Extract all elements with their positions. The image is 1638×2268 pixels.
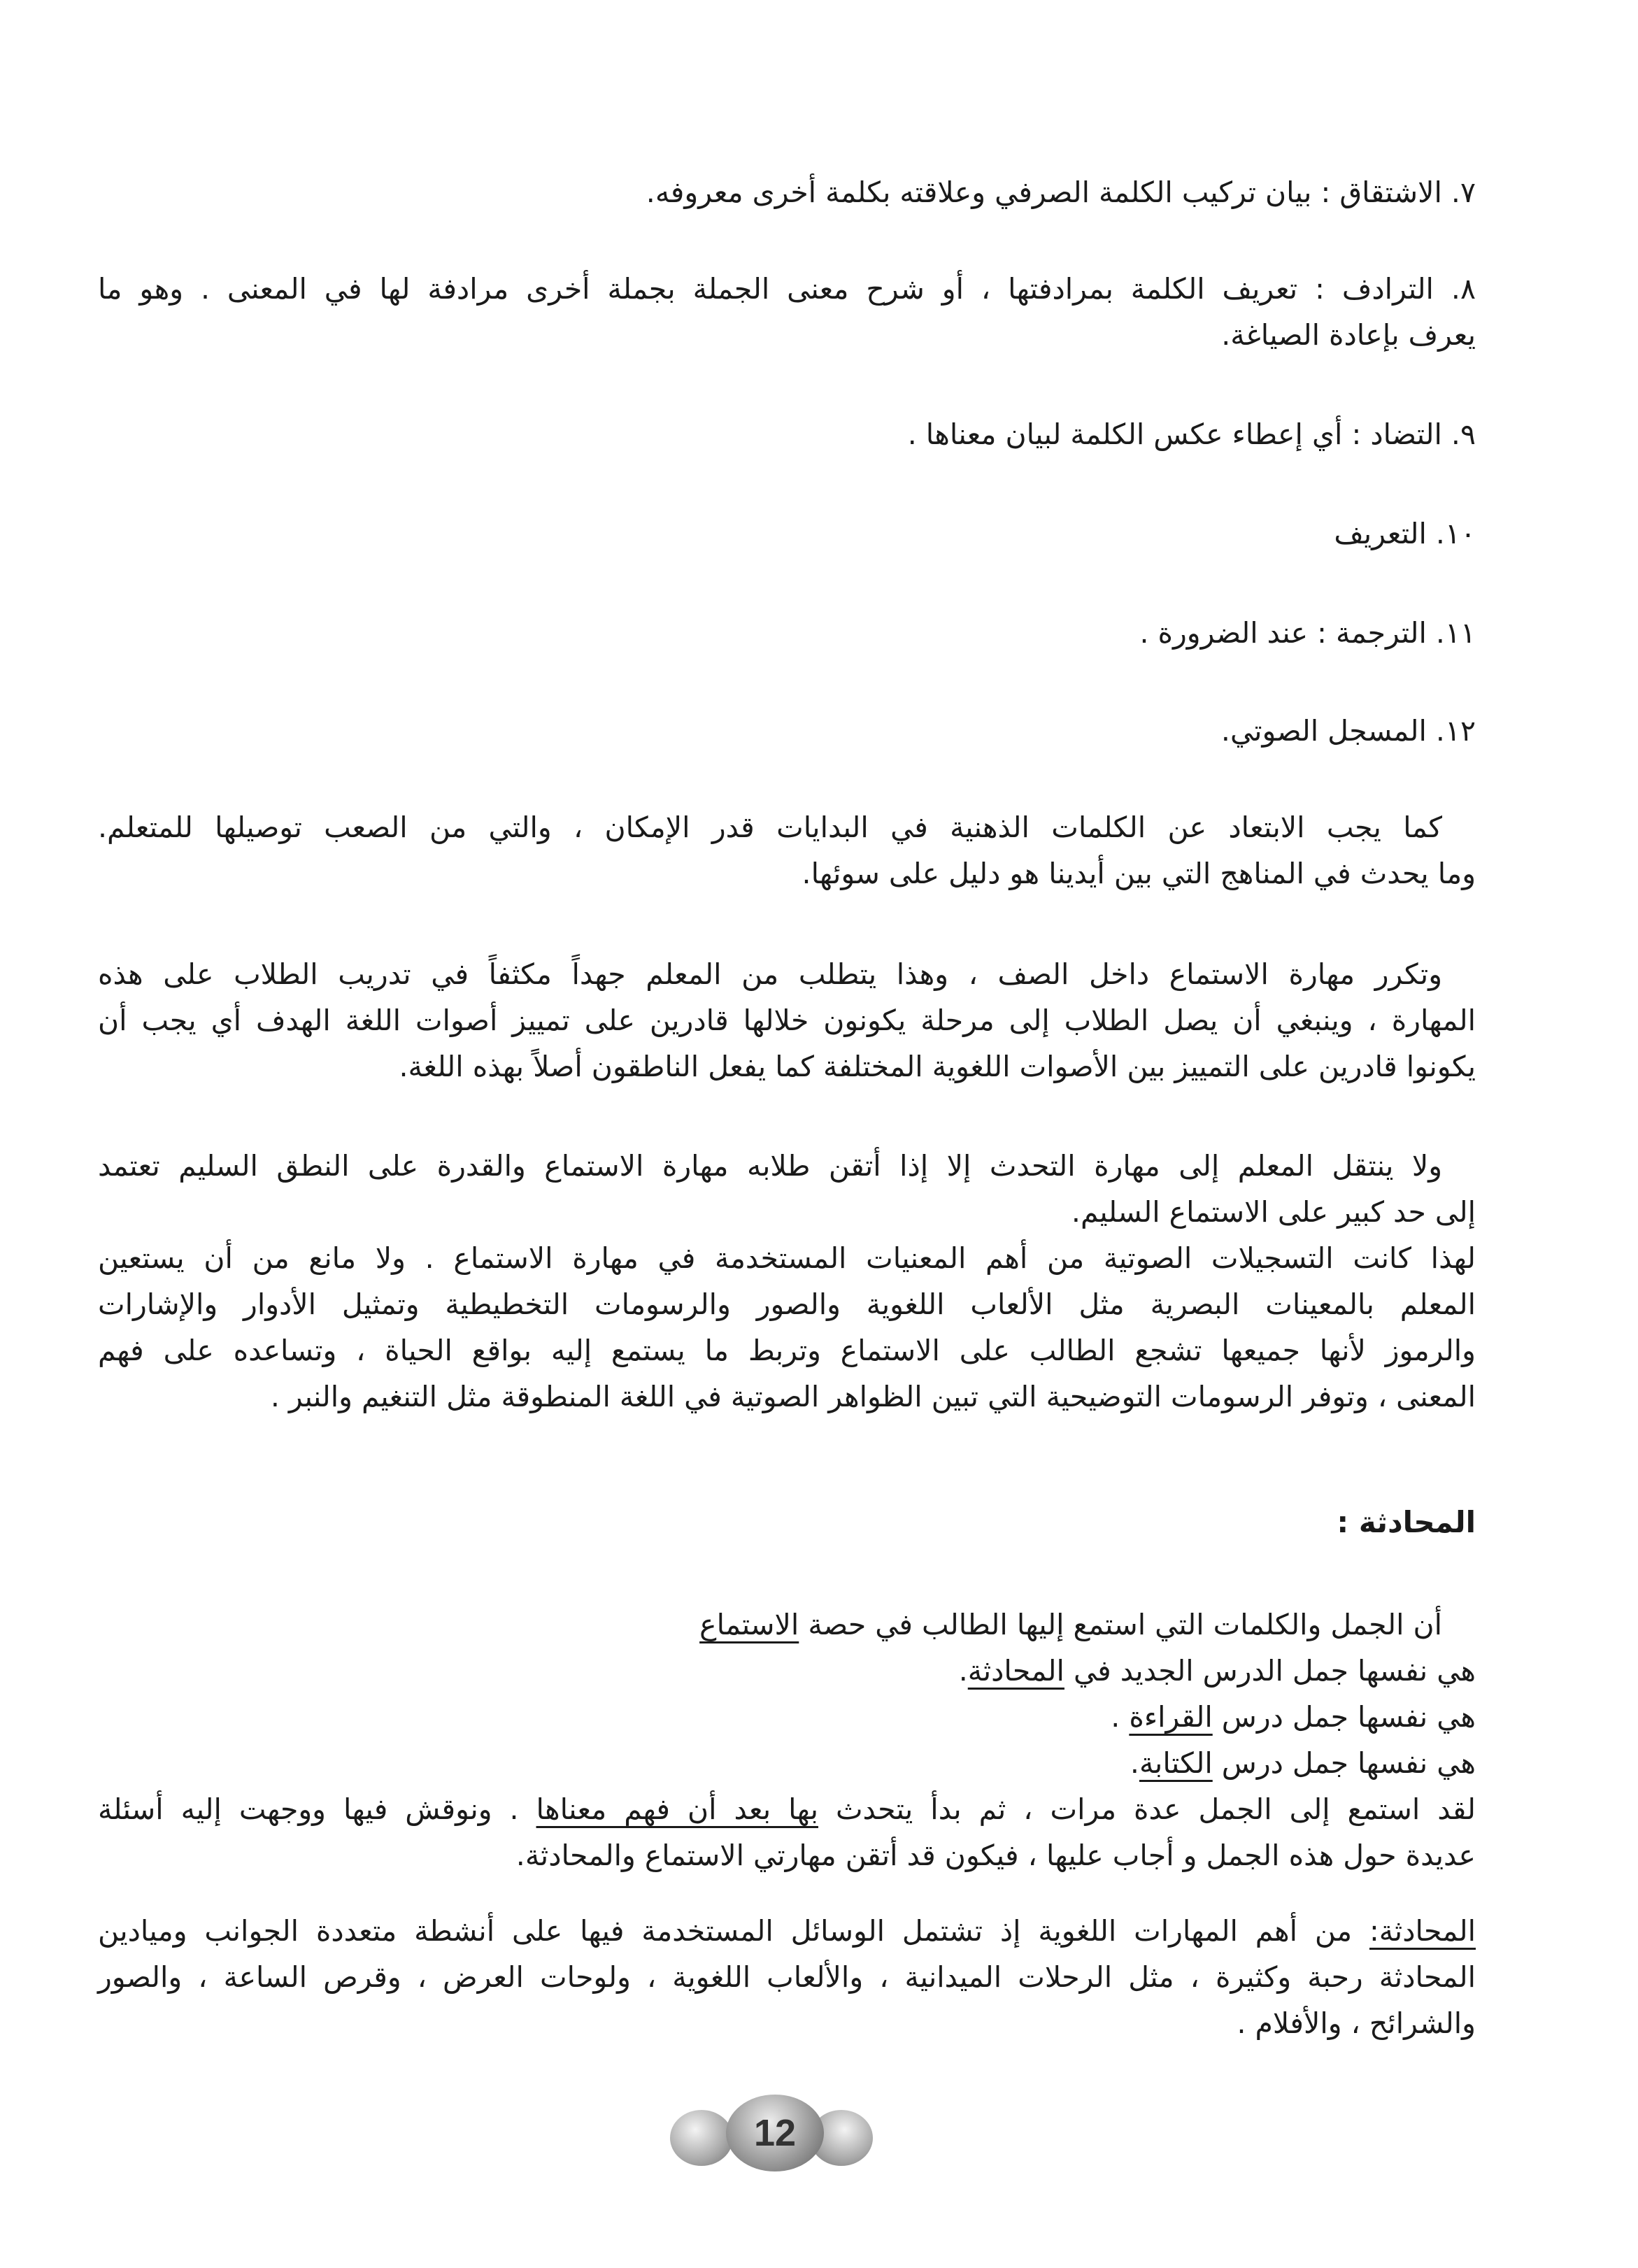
page-number-badge	[670, 2095, 880, 2171]
list-item: ٩. التضاد : أي إعطاء عكس الكلمة لبيان معناها .	[907, 418, 1476, 451]
list-item: ١٠. التعريف	[1334, 517, 1476, 550]
paragraph: وتكرر مهارة الاستماع داخل الصف ، وهذا يتطلب من المعلم جهداً مكثفاً في تدريب الطلاب على هذه المهارة ، وينبغي أن يصل الطلاب إلى مرحلة يكونون خلالها قادرين على تمييز أصوات اللغة الهدف أي يجب أن يكونوا قادرين على التمييز بين الأصوات اللغوية المختلفة كما يفعل الناطقون أصلاً بهذه اللغة.	[98, 957, 1476, 1083]
paragraph: كما يجب الابتعاد عن الكلمات الذهنية في البدايات قدر الإمكان ، والتي من الصعب توصيلها للمتعلم. وما يحدث في المناهج التي بين أيدينا هو دليل على سوئها.	[98, 811, 1476, 890]
section-heading: المحادثة :	[1337, 1505, 1476, 1539]
page-number: 12	[753, 2112, 797, 2154]
paragraph: المحادثة: من أهم المهارات اللغوية إذ تشتمل الوسائل المستخدمة فيها على أنشطة متعددة الجوانب وميادين المحادثة رحبة وكثيرة ، مثل الرحلات الميدانية ، والألعاب اللغوية ، ولوحات العرض ، وقرص الساعة ، والصور والشرائح ، والأفلام .	[98, 1914, 1476, 2040]
paragraph: ولا ينتقل المعلم إلى مهارة التحدث إلا إذا أتقن طلابه مهارة الاستماع والقدرة على النطق السليم تعتمد إلى حد كبير على الاستماع السليم. لهذا كانت التسجيلات الصوتية من أهم المعنيات المستخدمة في مهارة الاستماع . ولا مانع من أن يستعين المعلم بالمعينات البصرية مثل الألعاب اللغوية والصور والرسومات التخطيطية وتمثيل الأدوار والإشارات والرموز لأنها جميعها تشجع الطالب على الاستماع وتربط ما يستمع إليه بواقع الحياة ، وتساعده على فهم المعنى ، وتوفر الرسومات التوضيحية التي تبين الظواهر الصوتية في اللغة المنطوقة مثل التنغيم والنبر .	[98, 1149, 1476, 1413]
list-item: ١٢. المسجل الصوتي.	[1220, 714, 1476, 748]
list-item: ٨. الترادف : تعريف الكلمة بمرادفتها ، أو شرح معنى الجملة بجملة أخرى مرادفة لها في المعنى . وهو ما يعرف بإعادة الصياغة.	[98, 272, 1476, 352]
decorative-sphere-left	[670, 2110, 733, 2166]
list-item: ١١. الترجمة : عند الضرورة .	[1139, 616, 1476, 650]
list-item: ٧. الاشتقاق : بيان تركيب الكلمة الصرفي وعلاقته بكلمة أخرى معروفه.	[646, 176, 1476, 209]
paragraph: أن الجمل والكلمات التي استمع إليها الطالب في حصة الاستماع هي نفسها جمل الدرس الجديد في المحادثة. هي نفسها جمل درس القراءة . هي نفسها جمل درس الكتابة. لقد استمع إلى الجمل عدة مرات ، ثم بدأ يتحدث بها بعد أن فهم معناها . ونوقش فيها ووجهت إليه أسئلة عديدة حول هذه الجمل و أجاب عليها ، فيكون قد أتقن مهارتي الاستماع والمحادثة.	[98, 1608, 1476, 1872]
document-page	[98, 0, 1476, 2268]
